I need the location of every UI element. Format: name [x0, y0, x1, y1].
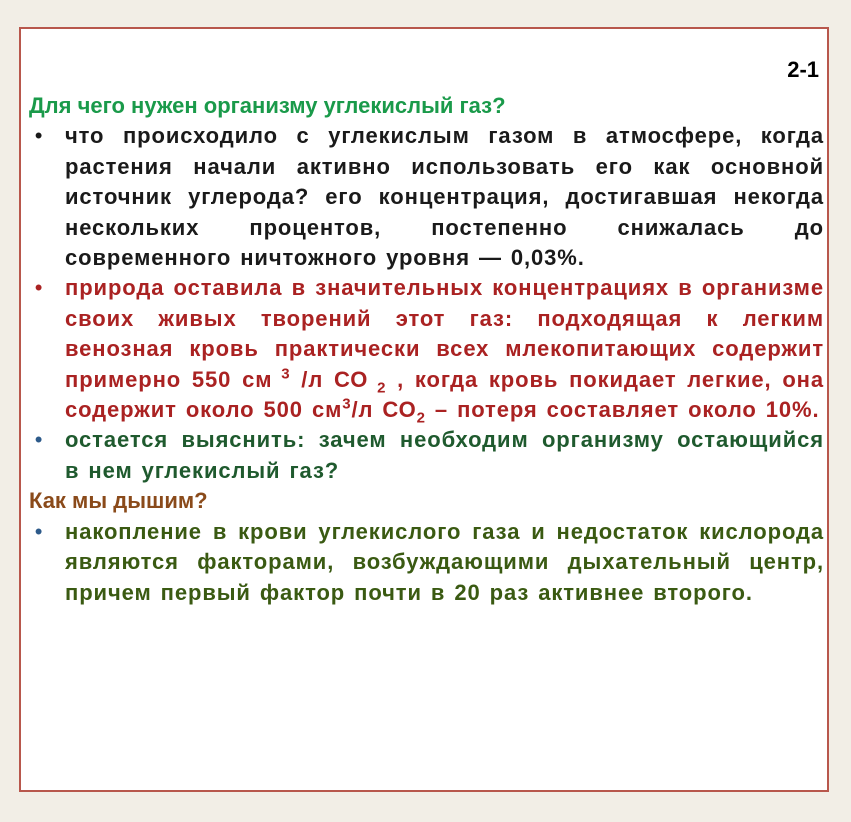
- bullet-dot: •: [34, 275, 44, 301]
- slide-frame: [19, 27, 829, 792]
- bullet-blood-text-1: природа оставила в значительных концентрациях в организме своих живых творений этот газ: подходящая к легким венозная кровь практически всех млекопитающих содержит примерно 550 см: [65, 275, 824, 392]
- heading-co2-purpose: Для чего нужен организму углекислый газ?: [29, 93, 506, 118]
- bullet-respiratory-text: накопление в крови углекислого газа и недостаток кислорода являются факторами, возбуждающими дыхательный центр, причем первый фактор почти в 20 раз активнее второго.: [65, 518, 824, 605]
- subscript-2: 2: [368, 379, 387, 397]
- bullet-respiratory-center: [29, 517, 824, 608]
- bullet-atmosphere: [29, 121, 824, 273]
- heading-how-we-breathe: Как мы дышим?: [29, 488, 208, 514]
- bullet-atmosphere-text: что происходило с углекислым газом в атмосфере, когда растения начали активно использовать его как основной источник углерода? его концентрация, достигавшая некогда нескольких процентов, постепенно снижалась до современного ничтожного уровня — 0,03%.: [65, 123, 824, 271]
- bullet-blood-text-2: /л СО: [290, 366, 369, 392]
- bullet-dot: •: [34, 427, 44, 453]
- bullet-dot: •: [34, 123, 44, 149]
- bullet-remaining-text: остается выяснить: зачем необходим организму остающийся в нем углекислый газ?: [65, 427, 824, 483]
- bullet-dot: •: [34, 518, 44, 544]
- superscript-3: 3: [342, 395, 352, 413]
- subscript-2: 2: [416, 409, 426, 427]
- bullet-blood-text-3: , когда кровь покидает легкие, она содержит около 500 см: [65, 366, 824, 423]
- slide-content: [29, 91, 824, 608]
- bullet-blood-text-5: – потеря составляет около 10%.: [425, 397, 820, 423]
- bullet-remaining-question: [29, 425, 824, 486]
- bullet-blood-text-4: /л СО: [351, 397, 417, 423]
- superscript-3: 3: [272, 365, 291, 383]
- bullet-blood-concentration: [29, 273, 824, 425]
- slide-number: 2-1: [787, 57, 819, 82]
